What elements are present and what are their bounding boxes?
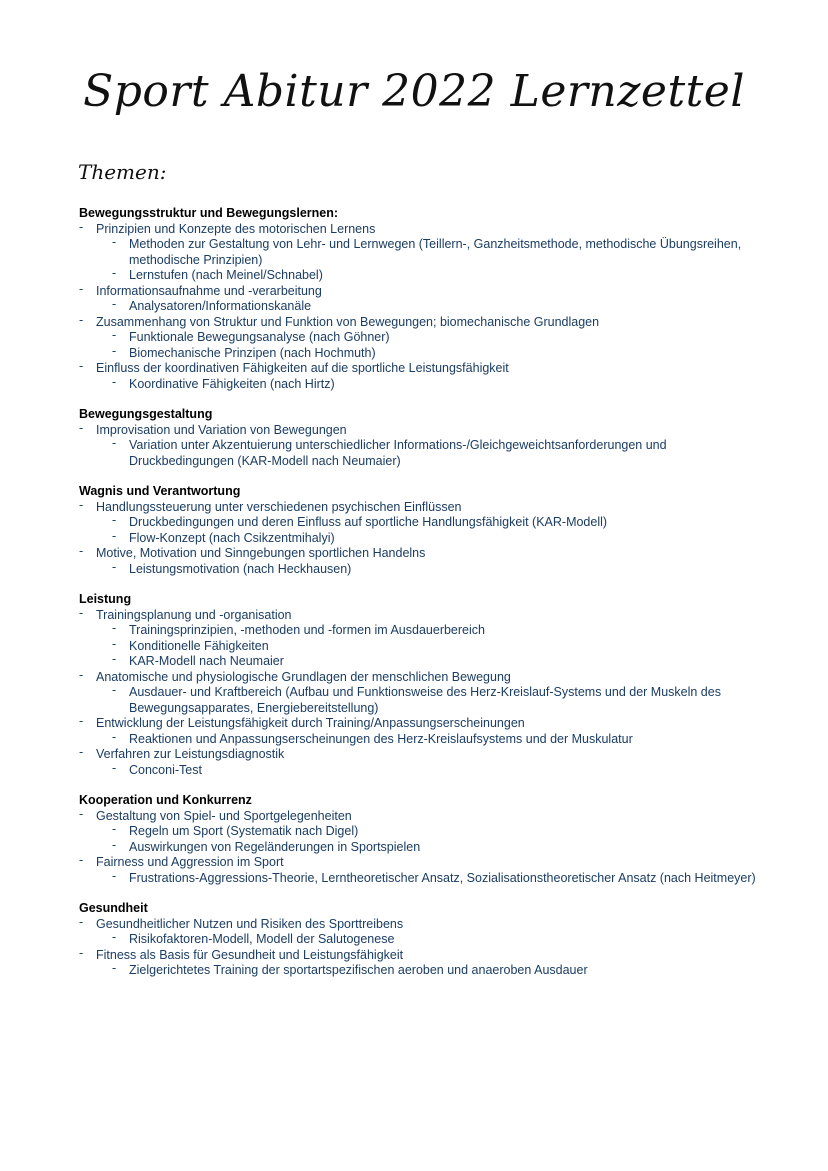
dash-bullet-icon: - (79, 497, 84, 512)
list-item-text: Zusammenhang von Struktur und Funktion von Bewegungen; biomechanische Grundlagen (96, 314, 600, 329)
sub-list-item (79, 438, 759, 469)
sub-list-item (79, 374, 759, 393)
sub-list-item (79, 729, 759, 748)
list-item (79, 281, 759, 300)
sub-list-item (79, 559, 759, 578)
dash-bullet-icon: - (112, 559, 117, 574)
section-title: Bewegungsstruktur und Bewegungslernen: (79, 206, 339, 220)
list-item-text: Leistungsmotivation (nach Heckhausen) (129, 561, 352, 576)
dash-bullet-icon: - (79, 219, 84, 234)
list-item-text: Fairness und Aggression im Sport (96, 855, 284, 869)
dash-bullet-icon: - (112, 683, 117, 697)
list-item-text: Methoden zur Gestaltung von Lehr- und Lernwegen (Teillern-, Ganzheitsmethode, methodische Übungsreihen, methodische Prinzipien) (129, 237, 742, 267)
list-item (79, 361, 759, 377)
list-item-text: Zielgerichtetes Training der sportartspezifischen aeroben und anaeroben Ausdauer (129, 963, 588, 977)
topic-section (79, 793, 759, 886)
sub-list-item (79, 237, 759, 268)
list-item-text: Biomechanische Prinzipen (nach Hochmuth) (129, 345, 376, 360)
topics-list (79, 206, 759, 994)
dash-bullet-icon: - (79, 667, 84, 682)
sub-list-item (79, 837, 759, 856)
dash-bullet-icon: - (79, 945, 84, 960)
dash-bullet-icon: - (79, 359, 84, 373)
list-item-text: Fitness als Basis für Gesundheit und Leistungsfähigkeit (96, 947, 404, 962)
dash-bullet-icon: - (112, 760, 117, 775)
list-item-text: Flow-Konzept (nach Csikzentmihalyi) (129, 530, 335, 545)
list-item-text: Improvisation und Variation von Bewegungen (96, 422, 347, 437)
dash-bullet-icon: - (79, 806, 84, 821)
list-item (79, 716, 759, 732)
dash-bullet-icon: - (112, 297, 117, 311)
sub-list-item (79, 623, 759, 639)
dash-bullet-icon: - (79, 312, 84, 327)
list-item-text: Funktionale Bewegungsanalyse (nach Göhner) (129, 330, 390, 344)
list-item-text: Trainingsprinzipien, -methoden und -formen im Ausdauerbereich (129, 623, 485, 637)
sub-list-item (79, 932, 759, 948)
dash-bullet-icon: - (112, 328, 117, 342)
list-item-text: Prinzipien und Konzepte des motorischen Lernens (96, 221, 376, 236)
list-item-text: Motive, Motivation und Sinngebungen sportlichen Handelns (96, 546, 426, 560)
dash-bullet-icon: - (112, 822, 117, 836)
sub-list-item (79, 963, 759, 979)
list-item (79, 546, 759, 562)
topic-section (79, 484, 759, 577)
topic-section (79, 592, 759, 778)
sub-list-item (79, 299, 759, 315)
list-item-text: KAR-Modell nach Neumaier (129, 654, 284, 668)
sub-list-item (79, 636, 759, 655)
sub-list-item (79, 528, 759, 547)
dash-bullet-icon: - (112, 621, 117, 635)
list-item-text: Gestaltung von Spiel- und Sportgelegenheiten (96, 808, 352, 823)
list-item-text: Anatomische und physiologische Grundlagen der menschlichen Bewegung (96, 669, 511, 684)
list-item-text: Verfahren zur Leistungsdiagnostik (96, 747, 285, 761)
dash-bullet-icon: - (79, 853, 84, 867)
list-item (79, 806, 759, 825)
dash-bullet-icon: - (79, 914, 84, 929)
topics-heading: Themen: (78, 160, 167, 184)
dash-bullet-icon: - (112, 528, 117, 543)
sub-list-item (79, 824, 759, 840)
list-item-text: Conconi-Test (129, 762, 202, 777)
list-item (79, 945, 759, 964)
section-title: Kooperation und Konkurrenz (79, 793, 252, 807)
dash-bullet-icon: - (112, 266, 117, 280)
list-item-text: Trainingsplanung und -organisation (96, 607, 292, 622)
dash-bullet-icon: - (79, 745, 84, 759)
list-item-text: Variation unter Akzentuierung unterschiedlicher Informations-/Gleichgeweichtsanforderungen und Druckbedingungen (KAR-Modell nach Neumaier) (129, 438, 667, 468)
list-item (79, 497, 759, 516)
sub-list-item (79, 868, 759, 887)
dash-bullet-icon: - (79, 544, 84, 558)
list-item (79, 605, 759, 624)
dash-bullet-icon: - (79, 420, 84, 435)
section-title: Gesundheit (79, 901, 148, 915)
dash-bullet-icon: - (112, 930, 117, 944)
list-item (79, 420, 759, 439)
dash-bullet-icon: - (112, 729, 117, 744)
list-item-text: Informationsaufnahme und -verarbeitung (96, 283, 322, 298)
sub-list-item (79, 760, 759, 779)
list-item-text: Handlungssteuerung unter verschiedenen psychischen Einflüssen (96, 499, 462, 514)
dash-bullet-icon: - (112, 652, 117, 666)
list-item-text: Auswirkungen von Regeländerungen in Sportspielen (129, 839, 421, 854)
topic-section (79, 901, 759, 979)
dash-bullet-icon: - (112, 513, 117, 527)
dash-bullet-icon: - (112, 374, 117, 389)
list-item-text: Lernstufen (nach Meinel/Schnabel) (129, 268, 323, 282)
dash-bullet-icon: - (112, 868, 117, 883)
dash-bullet-icon: - (79, 605, 84, 620)
sub-list-item (79, 654, 759, 670)
section-title: Wagnis und Verantwortung (79, 484, 241, 498)
list-item-text: Koordinative Fähigkeiten (nach Hirtz) (129, 376, 335, 391)
list-item-text: Analysatoren/Informationskanäle (129, 299, 312, 313)
document-title: Sport Abitur 2022 Lernzettel (83, 66, 745, 117)
list-item-text: Reaktionen und Anpassungserscheinungen des Herz-Kreislaufsystems und der Muskulatur (129, 731, 633, 746)
list-item-text: Gesundheitlicher Nutzen und Risiken des Sporttreibens (96, 916, 404, 931)
list-item (79, 914, 759, 933)
dash-bullet-icon: - (112, 837, 117, 852)
list-item (79, 747, 759, 763)
dash-bullet-icon: - (112, 436, 117, 450)
sub-list-item (79, 343, 759, 362)
dash-bullet-icon: - (112, 961, 117, 975)
dash-bullet-icon: - (112, 343, 117, 358)
dash-bullet-icon: - (79, 714, 84, 728)
list-item-text: Druckbedingungen und deren Einfluss auf sportliche Handlungsfähigkeit (KAR-Modell) (129, 515, 608, 529)
sub-list-item (79, 268, 759, 284)
dash-bullet-icon: - (112, 235, 117, 249)
list-item-text: Risikofaktoren-Modell, Modell der Salutogenese (129, 932, 395, 946)
list-item (79, 667, 759, 686)
topic-section (79, 206, 759, 392)
list-item-text: Entwicklung der Leistungsfähigkeit durch Training/Anpassungserscheinungen (96, 716, 525, 730)
list-item-text: Regeln um Sport (Systematik nach Digel) (129, 824, 359, 838)
topic-section (79, 407, 759, 469)
sub-list-item (79, 330, 759, 346)
section-title: Leistung (79, 592, 132, 606)
sub-list-item (79, 685, 759, 716)
list-item-text: Frustrations-Aggressions-Theorie, Lerntheoretischer Ansatz, Sozialisationstheoretischer Ansatz (nach Heitmeyer) (129, 870, 756, 885)
list-item-text: Einfluss der koordinativen Fähigkeiten auf die sportliche Leistungsfähigkeit (96, 361, 509, 375)
dash-bullet-icon: - (79, 281, 84, 296)
list-item-text: Konditionelle Fähigkeiten (129, 638, 269, 653)
sub-list-item (79, 515, 759, 531)
dash-bullet-icon: - (112, 636, 117, 651)
list-item-text: Ausdauer- und Kraftbereich (Aufbau und Funktionsweise des Herz-Kreislauf-Systems und der Muskeln des Bewegungsapparates, Energiebereitstellung) (129, 685, 721, 715)
list-item (79, 855, 759, 871)
section-title: Bewegungsgestaltung (79, 407, 213, 421)
list-item (79, 312, 759, 331)
list-item (79, 219, 759, 238)
